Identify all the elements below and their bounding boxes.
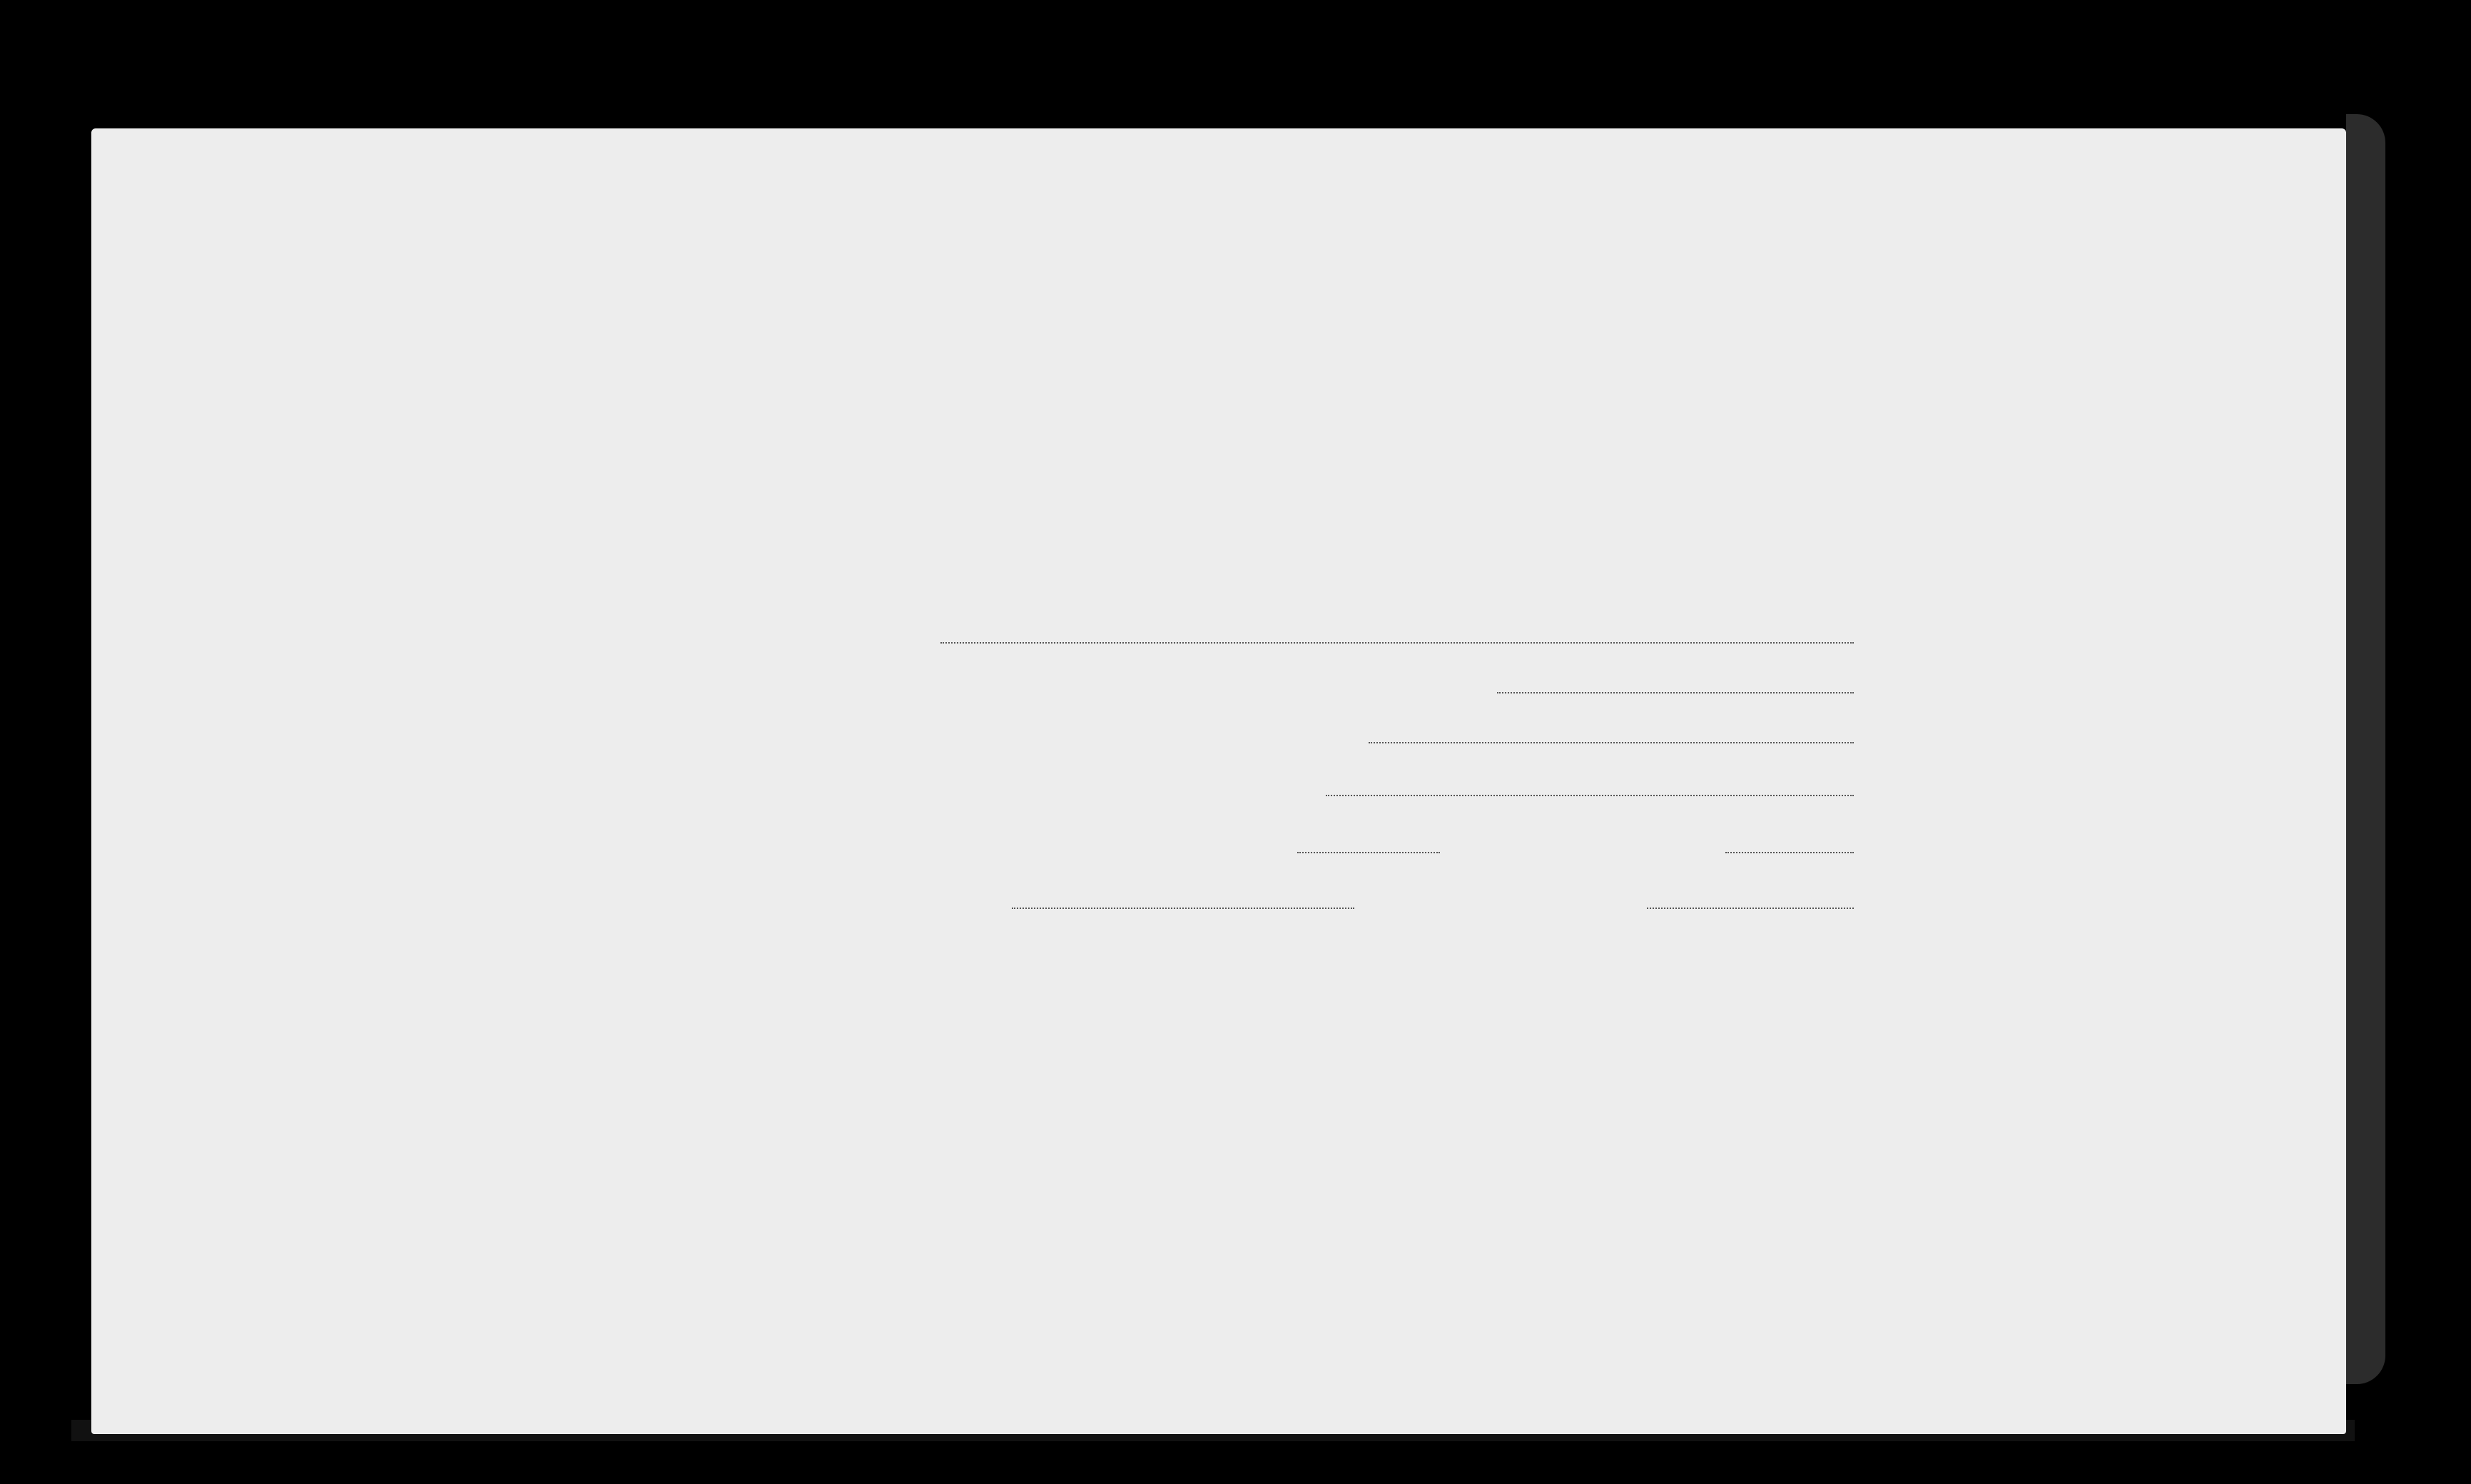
census-card [91,128,2346,1434]
lease-table [91,970,2346,1434]
answer-line [940,642,1854,644]
answer-line [1012,908,1354,909]
answer-line [1725,852,1854,853]
answer-line [1369,742,1854,743]
card-binding-edge [2346,114,2385,1384]
crop-table [91,128,2346,485]
answer-line [1297,852,1440,853]
answer-line [1647,908,1854,909]
answer-line [1497,692,1854,693]
answer-line [1326,795,1854,796]
